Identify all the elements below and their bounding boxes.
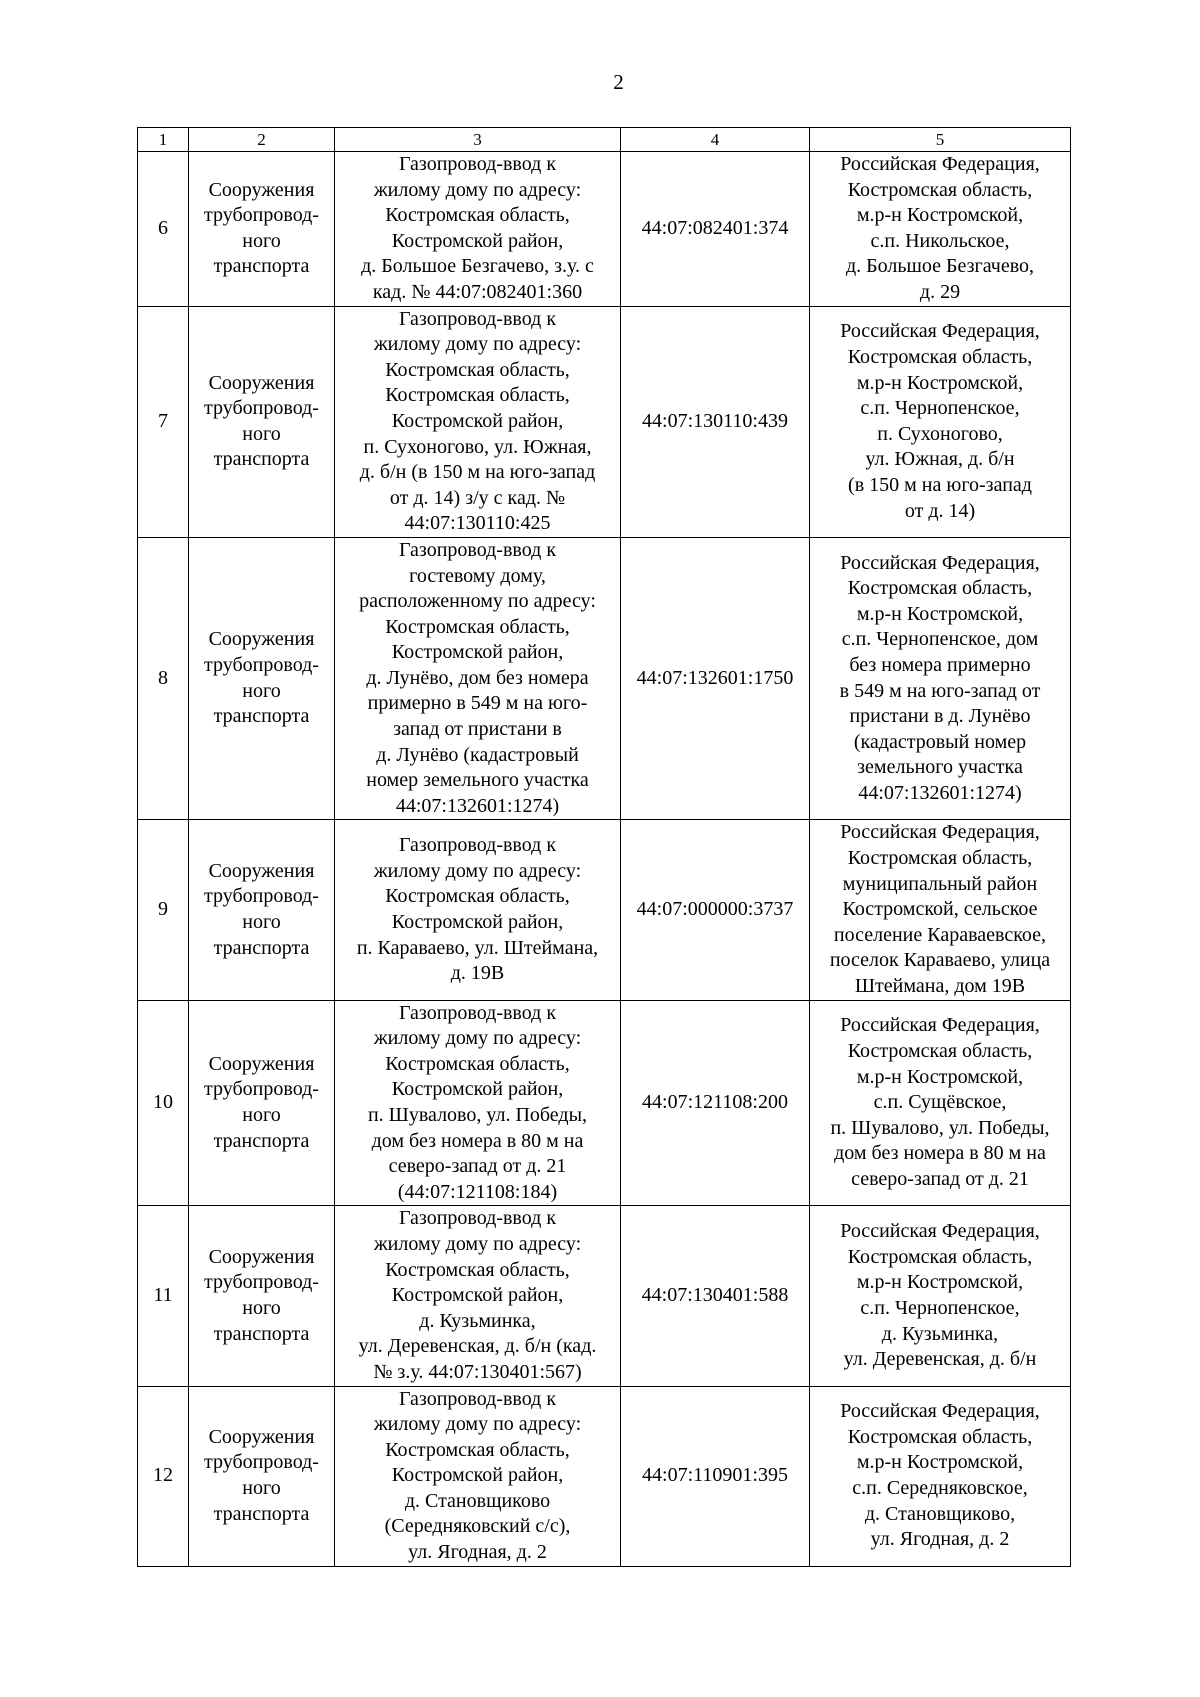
address-line: ул. Южная, д. б/н bbox=[865, 448, 1015, 471]
cadastral-number-cell: 44:07:130401:588 bbox=[621, 1206, 810, 1386]
object-name-line: Газопровод-ввод к bbox=[398, 153, 557, 175]
object-name-line: Костромская область, bbox=[385, 384, 570, 407]
address-line: д. 29 bbox=[919, 280, 961, 303]
address-cell bbox=[810, 820, 1071, 1000]
object-name-line: дом без номера в 80 м на bbox=[371, 1129, 584, 1152]
address-cell bbox=[810, 1386, 1071, 1566]
column-number-3: 3 bbox=[335, 128, 621, 152]
object-type-line: трубопровод- bbox=[204, 1078, 319, 1101]
object-name-line: д. Становщиково bbox=[404, 1489, 551, 1512]
object-type-cell bbox=[189, 152, 335, 307]
object-name-cell bbox=[335, 1386, 621, 1566]
address-line: Российская Федерация, bbox=[840, 1014, 1040, 1037]
column-number-5: 5 bbox=[810, 128, 1071, 152]
address-line: д. Становщиково, bbox=[864, 1502, 1016, 1525]
address-line: поселок Караваево, улица bbox=[829, 949, 1051, 972]
page-number: 2 bbox=[613, 70, 624, 94]
address-line: д. Большое Безгачево, bbox=[845, 255, 1035, 278]
address-cell bbox=[810, 537, 1071, 820]
object-name-cell bbox=[335, 820, 621, 1000]
address-line: д. Кузьминка, bbox=[881, 1322, 999, 1345]
address-line: с.п. Сущёвское, bbox=[873, 1091, 1007, 1114]
object-type-line: трубопровод- bbox=[204, 885, 319, 908]
object-name-line: Газопровод-ввод к bbox=[398, 1387, 557, 1410]
object-name-line: № з.у. 44:07:130401:567) bbox=[373, 1360, 582, 1383]
address-line: без номера примерно bbox=[849, 654, 1031, 677]
address-line: пристани в д. Лунёво bbox=[849, 705, 1031, 728]
address-line: земельного участка bbox=[857, 756, 1023, 779]
cadastral-number-cell: 44:07:121108:200 bbox=[621, 1000, 810, 1206]
object-type-line: ного bbox=[242, 911, 281, 934]
object-type-line: Сооружения bbox=[208, 178, 315, 201]
object-name-line: номер земельного участка bbox=[366, 769, 589, 792]
row-number-cell: 6 bbox=[138, 152, 189, 307]
cadastral-number-cell: 44:07:082401:374 bbox=[621, 152, 810, 307]
cadastral-number-cell: 44:07:000000:3737 bbox=[621, 820, 810, 1000]
object-name-line: (44:07:121108:184) bbox=[397, 1180, 558, 1203]
object-type-line: Сооружения bbox=[208, 628, 315, 651]
object-type-line: ного bbox=[242, 1103, 281, 1126]
row-number-cell: 10 bbox=[138, 1000, 189, 1206]
address-line: дом без номера в 80 м на bbox=[834, 1142, 1046, 1165]
object-name-line: д. Большое Безгачево, з.у. с bbox=[361, 255, 594, 278]
object-name-line: Костромская область, bbox=[385, 1438, 570, 1461]
address-line: Костромская область, bbox=[847, 345, 1033, 368]
cadastral-number-cell: 44:07:130110:439 bbox=[621, 306, 810, 537]
object-name-line: 44:07:130110:425 bbox=[404, 512, 551, 535]
object-name-line: Костромской район, bbox=[391, 1284, 564, 1307]
address-line: Костромская область, bbox=[847, 1039, 1033, 1062]
object-name-line: кад. № 44:07:082401:360 bbox=[372, 280, 583, 303]
object-type-line: транспорта bbox=[213, 448, 310, 471]
object-name-line: Газопровод-ввод к bbox=[398, 538, 557, 561]
object-type-cell bbox=[189, 1000, 335, 1206]
address-line: м.р-н Костромской, bbox=[856, 602, 1024, 625]
registry-table bbox=[137, 127, 1071, 1567]
object-name-line: жилому дому по адресу: bbox=[373, 1027, 582, 1050]
object-name-line: Костромская область, bbox=[385, 204, 570, 227]
address-line: м.р-н Костромской, bbox=[856, 204, 1024, 227]
object-type-line: Сооружения bbox=[208, 859, 315, 882]
address-line: Российская Федерация, bbox=[840, 551, 1040, 574]
object-type-line: ного bbox=[242, 679, 281, 702]
object-name-line: Газопровод-ввод к bbox=[398, 834, 557, 857]
table-row bbox=[138, 537, 1071, 820]
address-line: (в 150 м на юго-запад bbox=[848, 473, 1032, 496]
object-name-line: жилому дому по адресу: bbox=[373, 178, 582, 201]
object-name-cell bbox=[335, 306, 621, 537]
object-name-line: д. Кузьминка, bbox=[419, 1309, 536, 1332]
object-type-line: Сооружения bbox=[208, 1425, 315, 1448]
address-cell bbox=[810, 1206, 1071, 1386]
object-name-line: Костромской район, bbox=[391, 1078, 564, 1101]
address-line: п. Шувалово, ул. Победы, bbox=[830, 1116, 1050, 1139]
object-type-line: ного bbox=[242, 422, 281, 445]
address-line: Российская Федерация, bbox=[840, 153, 1040, 175]
object-type-line: ного bbox=[242, 1296, 281, 1319]
cadastral-number-cell: 44:07:132601:1750 bbox=[621, 537, 810, 820]
address-line: от д. 14) bbox=[904, 499, 976, 522]
cadastral-number-cell: 44:07:110901:395 bbox=[621, 1386, 810, 1566]
object-name-line: Газопровод-ввод к bbox=[398, 1001, 557, 1024]
object-name-line: жилому дому по адресу: bbox=[373, 1232, 582, 1255]
object-name-line: Костромская область, bbox=[385, 615, 570, 638]
object-type-line: Сооружения bbox=[208, 371, 315, 394]
object-type-line: транспорта bbox=[213, 255, 310, 278]
object-name-line: 44:07:132601:1274) bbox=[395, 794, 560, 817]
object-name-line: гостевому дому, bbox=[409, 564, 546, 587]
address-line: с.п. Чернопенское, bbox=[860, 1296, 1020, 1319]
table-row bbox=[138, 1000, 1071, 1206]
address-line: м.р-н Костромской, bbox=[856, 1065, 1024, 1088]
table-row bbox=[138, 306, 1071, 537]
object-name-line: жилому дому по адресу: bbox=[373, 1413, 582, 1436]
object-name-line: Костромской район, bbox=[391, 229, 564, 252]
address-line: с.п. Середняковское, bbox=[852, 1477, 1028, 1500]
address-line: (кадастровый номер bbox=[853, 730, 1027, 753]
column-number-2: 2 bbox=[189, 128, 335, 152]
object-type-line: транспорта bbox=[213, 1322, 310, 1345]
object-type-cell bbox=[189, 537, 335, 820]
object-name-line: д. 19В bbox=[450, 962, 505, 985]
address-line: Костромская область, bbox=[847, 577, 1033, 600]
object-name-line: расположенному по адресу: bbox=[359, 590, 596, 613]
address-line: п. Сухоногово, bbox=[877, 422, 1003, 445]
column-number-4: 4 bbox=[621, 128, 810, 152]
object-type-line: транспорта bbox=[213, 1129, 310, 1152]
object-name-line: п. Шувалово, ул. Победы, bbox=[367, 1103, 588, 1126]
address-line: Костромская область, bbox=[847, 847, 1033, 870]
address-cell bbox=[810, 1000, 1071, 1206]
object-name-line: Костромской район, bbox=[391, 1464, 564, 1487]
address-line: Костромская область, bbox=[847, 178, 1033, 201]
object-type-line: трубопровод- bbox=[204, 1271, 319, 1294]
object-name-line: Костромская область, bbox=[385, 885, 570, 908]
address-line: с.п. Чернопенское, bbox=[860, 397, 1020, 420]
row-number-cell: 12 bbox=[138, 1386, 189, 1566]
object-name-line: ул. Ягодная, д. 2 bbox=[408, 1541, 547, 1564]
object-name-cell bbox=[335, 537, 621, 820]
address-line: м.р-н Костромской, bbox=[856, 1451, 1024, 1474]
object-type-cell bbox=[189, 1206, 335, 1386]
object-type-line: Сооружения bbox=[208, 1245, 315, 1268]
address-line: Российская Федерация, bbox=[840, 1400, 1040, 1423]
object-name-line: д. б/н (в 150 м на юго-запад bbox=[359, 461, 596, 484]
object-name-line: Костромская область, bbox=[385, 1052, 570, 1075]
object-type-line: трубопровод- bbox=[204, 397, 319, 420]
object-name-line: жилому дому по адресу: bbox=[373, 333, 582, 356]
address-line: в 549 м на юго-запад от bbox=[839, 679, 1041, 702]
address-line: Костромской, сельское bbox=[842, 898, 1038, 921]
address-line: северо-запад от д. 21 bbox=[851, 1167, 1029, 1190]
address-line: Российская Федерация, bbox=[840, 1220, 1040, 1243]
object-type-line: транспорта bbox=[213, 936, 310, 959]
address-line: Российская Федерация, bbox=[840, 821, 1040, 844]
table-row bbox=[138, 820, 1071, 1000]
object-name-line: северо-запад от д. 21 bbox=[388, 1155, 567, 1178]
address-line: с.п. Чернопенское, дом bbox=[841, 628, 1039, 651]
object-name-line: примерно в 549 м на юго- bbox=[367, 692, 588, 715]
object-name-line: от д. 14) з/у с кад. № bbox=[389, 486, 566, 509]
address-line: Костромская область, bbox=[847, 1245, 1033, 1268]
object-name-line: п. Караваево, ул. Штеймана, bbox=[356, 936, 599, 959]
address-cell bbox=[810, 152, 1071, 307]
object-type-line: транспорта bbox=[213, 705, 310, 728]
column-number-header-row bbox=[138, 128, 1071, 152]
object-type-line: трубопровод- bbox=[204, 1451, 319, 1474]
row-number-cell: 7 bbox=[138, 306, 189, 537]
table-row bbox=[138, 1386, 1071, 1566]
address-line: муниципальный район bbox=[842, 872, 1038, 895]
object-type-line: трубопровод- bbox=[204, 204, 319, 227]
table-row bbox=[138, 1206, 1071, 1386]
address-line: ул. Ягодная, д. 2 bbox=[870, 1528, 1010, 1551]
object-name-line: Костромской район, bbox=[391, 911, 564, 934]
table-row bbox=[138, 152, 1071, 307]
object-type-line: трубопровод- bbox=[204, 654, 319, 677]
object-name-line: Костромской район, bbox=[391, 409, 564, 432]
object-name-line: д. Лунёво, дом без номера bbox=[366, 666, 589, 689]
object-name-line: п. Сухоногово, ул. Южная, bbox=[363, 435, 592, 458]
address-line: Костромская область, bbox=[847, 1425, 1033, 1448]
address-line: 44:07:132601:1274) bbox=[858, 782, 1022, 805]
object-type-line: ного bbox=[242, 229, 281, 252]
address-line: Российская Федерация, bbox=[840, 320, 1040, 343]
object-type-cell bbox=[189, 306, 335, 537]
object-name-line: Газопровод-ввод к bbox=[398, 307, 557, 330]
object-type-line: транспорта bbox=[213, 1502, 310, 1525]
object-name-line: Костромская область, bbox=[385, 1258, 570, 1281]
object-name-cell bbox=[335, 152, 621, 307]
object-name-line: жилому дому по адресу: bbox=[373, 859, 582, 882]
object-type-line: Сооружения bbox=[208, 1052, 315, 1075]
object-name-line: (Середняковский с/с), bbox=[384, 1515, 571, 1538]
address-cell bbox=[810, 306, 1071, 537]
row-number-cell: 8 bbox=[138, 537, 189, 820]
address-line: м.р-н Костромской, bbox=[856, 371, 1024, 394]
address-line: Штеймана, дом 19В bbox=[854, 975, 1026, 997]
address-line: поселение Караваевское, bbox=[833, 923, 1047, 946]
address-line: ул. Деревенская, д. б/н bbox=[843, 1348, 1037, 1371]
object-name-line: ул. Деревенская, д. б/н (кад. bbox=[358, 1335, 597, 1358]
row-number-cell: 11 bbox=[138, 1206, 189, 1386]
row-number-cell: 9 bbox=[138, 820, 189, 1000]
address-line: м.р-н Костромской, bbox=[856, 1271, 1024, 1294]
object-name-cell bbox=[335, 1000, 621, 1206]
address-line: с.п. Никольское, bbox=[870, 229, 1010, 252]
object-type-line: ного bbox=[242, 1477, 281, 1500]
object-name-line: Газопровод-ввод к bbox=[398, 1207, 557, 1230]
column-number-1: 1 bbox=[138, 128, 189, 152]
object-type-cell bbox=[189, 1386, 335, 1566]
object-name-line: д. Лунёво (кадастровый bbox=[376, 743, 579, 766]
object-name-line: Костромской район, bbox=[391, 641, 564, 664]
object-type-cell bbox=[189, 820, 335, 1000]
object-name-cell bbox=[335, 1206, 621, 1386]
object-name-line: запад от пристани в bbox=[393, 718, 562, 741]
object-name-line: Костромская область, bbox=[385, 358, 570, 381]
